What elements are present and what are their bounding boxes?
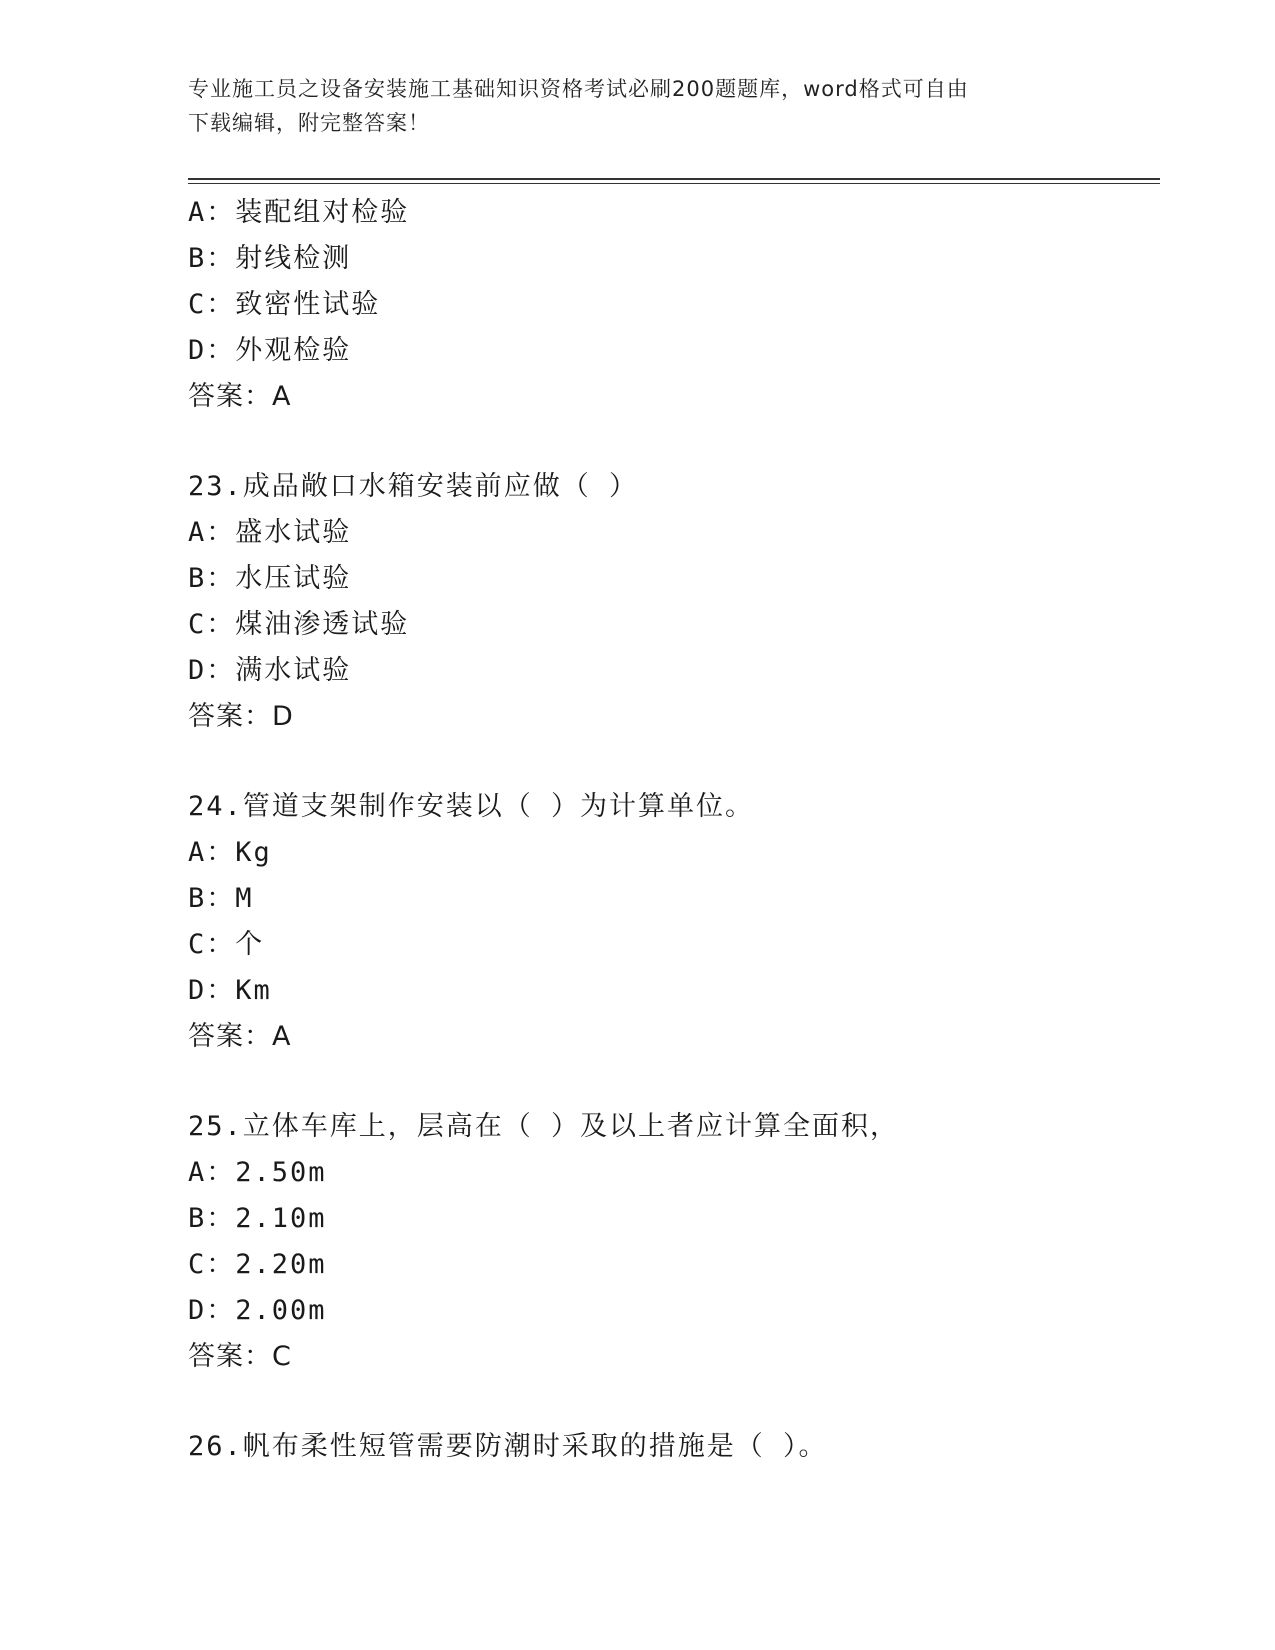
question-text: 24.管道支架制作安装以（ ）为计算单位。 xyxy=(188,791,755,822)
option-b: B：2.10m xyxy=(188,1203,327,1234)
option-d: D：2.00m xyxy=(188,1295,327,1326)
option-c: C：2.20m xyxy=(188,1249,327,1280)
header-divider-thick xyxy=(188,178,1160,180)
answer: 答案：D xyxy=(188,701,294,732)
option-b: B：射线检测 xyxy=(188,243,352,274)
option-c: C：致密性试验 xyxy=(188,289,381,320)
option-a: A：2.50m xyxy=(188,1157,327,1188)
answer: 答案：A xyxy=(188,1021,292,1052)
question-text: 23.成品敞口水箱安装前应做（ ） xyxy=(188,471,639,502)
option-c: C：煤油渗透试验 xyxy=(188,609,410,640)
option-a: A：装配组对检验 xyxy=(188,197,410,228)
option-b: B：M xyxy=(188,883,254,914)
answer: 答案：A xyxy=(188,381,292,412)
document-header xyxy=(188,72,1088,140)
option-c: C：个 xyxy=(188,929,265,960)
option-d: D：满水试验 xyxy=(188,655,352,686)
header-divider-thin xyxy=(188,183,1160,184)
question-text: 25.立体车库上，层高在（ ）及以上者应计算全面积， xyxy=(188,1111,900,1142)
option-a: A：Kg xyxy=(188,837,272,868)
header-line-2: 下载编辑，附完整答案！ xyxy=(188,111,430,135)
option-b: B：水压试验 xyxy=(188,563,352,594)
question-23 xyxy=(188,464,1148,740)
question-26 xyxy=(188,1424,1148,1470)
option-d: D：Km xyxy=(188,975,272,1006)
option-d: D：外观检验 xyxy=(188,335,352,366)
header-line-1: 专业施工员之设备安装施工基础知识资格考试必刷200题题库，word格式可自由 xyxy=(188,77,969,101)
question-22 xyxy=(188,190,1148,420)
question-list xyxy=(188,190,1148,1470)
question-text: 26.帆布柔性短管需要防潮时采取的措施是（ ）。 xyxy=(188,1431,828,1462)
option-a: A：盛水试验 xyxy=(188,517,352,548)
question-24 xyxy=(188,784,1148,1060)
question-25 xyxy=(188,1104,1148,1380)
answer: 答案：C xyxy=(188,1341,292,1372)
